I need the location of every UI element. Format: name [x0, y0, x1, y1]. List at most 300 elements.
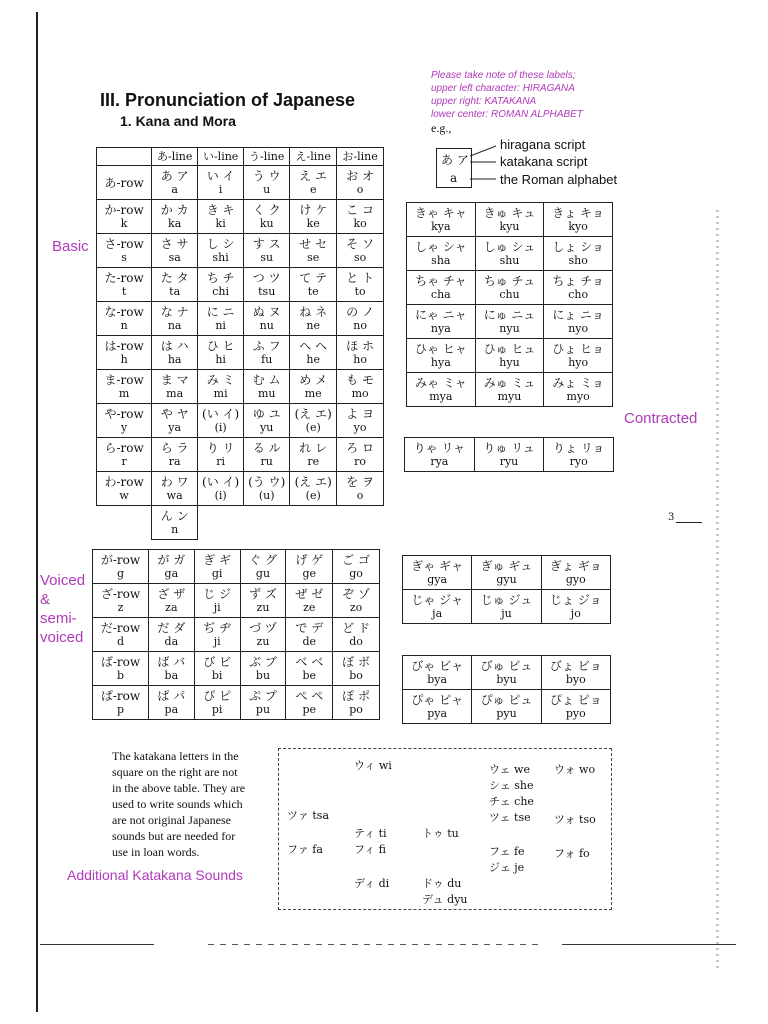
kana-cell-romaji: ji [213, 600, 221, 614]
paragraph-line: square on the right are not [112, 765, 238, 779]
kana-cell-kana: ぺ ペ [295, 688, 324, 703]
kana-cell-kana: ぴゅ ピュ [480, 692, 533, 707]
bottom-rule [40, 944, 154, 945]
kana-cell-kana: け ケ [299, 202, 328, 217]
table-row [405, 438, 614, 472]
table-row [97, 438, 384, 472]
kana-cell-kana: ひゃ ヒャ [414, 341, 467, 356]
kana-cell-kana: ちょ チョ [552, 273, 604, 288]
kana-cell-kana: きゃ キャ [414, 205, 467, 220]
bottom-rule [562, 944, 736, 945]
row-header [93, 686, 149, 720]
kana-cell [240, 584, 286, 618]
kana-cell-kana: ひゅ ヒュ [483, 341, 536, 356]
kana-cell-kana: か カ [160, 202, 189, 217]
kana-cell-kana: ぎょ ギョ [549, 558, 602, 573]
column-header: い-line [198, 148, 244, 166]
kana-cell-romaji: zo [349, 600, 363, 614]
kana-cell-kana: ん ン [160, 508, 189, 523]
label-voiced-line: semi- [40, 610, 77, 627]
row-label: ら-row [104, 440, 144, 455]
row-label: だ-row [100, 620, 141, 635]
kana-cell-romaji: byo [565, 672, 586, 686]
kana-cell-kana: み ミ [206, 372, 235, 387]
kana-cell-romaji: ryu [499, 454, 519, 468]
kana-cell-kana: ぴょ ピョ [549, 692, 602, 707]
kana-cell-kana: りゅ リュ [483, 440, 535, 455]
kana-cell-kana: な ナ [160, 304, 189, 319]
kana-cell-kana: つ ツ [252, 270, 281, 285]
column-header: あ-line [152, 148, 198, 166]
kana-cell-kana: へ ヘ [299, 338, 328, 353]
kana-cell-romaji: i [218, 182, 223, 196]
kana-cell [337, 404, 384, 438]
kana-cell-romaji: (e) [305, 488, 321, 502]
kana-cell [152, 268, 198, 302]
kana-cell-romaji: ba [164, 668, 179, 682]
kana-cell [544, 271, 613, 305]
kana-cell-romaji: go [349, 566, 363, 580]
kana-cell [194, 618, 240, 652]
kana-cell-kana: りゃ リャ [413, 440, 466, 455]
table-row [407, 339, 613, 373]
table-row [97, 370, 384, 404]
kana-cell [403, 690, 472, 724]
kana-cell-romaji: do [349, 634, 363, 648]
row-label: は-row [104, 338, 144, 353]
kana-cell-kana: て テ [299, 270, 328, 285]
kana-cell [198, 302, 244, 336]
kana-cell-romaji: hyo [568, 355, 589, 369]
binding-margin-line [36, 12, 38, 1012]
kana-cell [152, 200, 198, 234]
kana-cell-kana: ぱ パ [157, 688, 186, 703]
kana-cell-kana: わ ワ [160, 474, 189, 489]
table-row [93, 618, 380, 652]
kana-cell [290, 472, 337, 506]
kana-cell-kana: (え エ) [294, 474, 332, 489]
kana-che: チェ che [489, 795, 534, 808]
row-label: ざ-row [100, 586, 141, 601]
kana-cell-romaji: ju [501, 606, 512, 620]
kana-tsa: ツァ tsa [287, 809, 330, 822]
kana-cell-kana: に ニ [206, 304, 235, 319]
contracted-r-table [404, 437, 614, 472]
kana-cell [148, 618, 194, 652]
table-row [403, 590, 611, 624]
basic-kana-table [96, 147, 384, 540]
kana-cell [290, 234, 337, 268]
kana-cell-n [152, 506, 198, 540]
column-header: え-line [290, 148, 337, 166]
kana-cell-romaji: wa [166, 488, 183, 502]
legend-roman: a [450, 171, 458, 185]
kana-cell-romaji: nu [259, 318, 274, 332]
table-row [97, 200, 384, 234]
table-row [97, 302, 384, 336]
kana-cell-kana: ぞ ゾ [342, 586, 370, 601]
kana-cell [240, 618, 286, 652]
kana-cell-romaji: (u) [258, 488, 275, 502]
kana-cell [290, 302, 337, 336]
row-consonant: g [116, 566, 124, 580]
kana-dyu: デュ dyu [422, 893, 468, 906]
kana-cell-kana: げ ゲ [295, 552, 324, 567]
kana-cell-romaji: sa [168, 250, 181, 264]
kana-cell [194, 652, 240, 686]
kana-cell [541, 656, 610, 690]
kana-cell-romaji: cho [568, 287, 589, 301]
row-label: ま-row [104, 372, 144, 387]
kana-cell [240, 550, 286, 584]
kana-cell-kana: ぷ プ [249, 688, 277, 703]
note-line: lower center: ROMAN ALPHABET [431, 109, 583, 120]
row-consonant: b [116, 668, 124, 682]
kana-cell-kana: が ガ [157, 552, 186, 567]
kana-cell-romaji: jo [570, 606, 581, 620]
page-number-rule [676, 522, 702, 523]
kana-cell-romaji: ge [302, 566, 317, 580]
kana-cell-kana: ひ ヒ [206, 338, 235, 353]
kana-cell [152, 166, 198, 200]
legend-label-katakana: katakana script [500, 154, 588, 169]
kana-cell-romaji: pe [302, 702, 317, 716]
kana-cell [333, 618, 380, 652]
paragraph-line: The katakana letters in the [112, 749, 239, 763]
kana-cell [286, 652, 333, 686]
kana-cell-kana: す ス [252, 236, 281, 251]
kana-cell [244, 438, 290, 472]
kana-cell [244, 370, 290, 404]
semivoiced-contracted-table [402, 655, 611, 724]
kana-cell-kana: む ム [252, 372, 281, 387]
kana-cell [148, 584, 194, 618]
kana-cell-kana: も モ [346, 372, 374, 387]
kana-cell-romaji: ma [166, 386, 184, 400]
row-header [93, 550, 149, 584]
kana-cell-romaji: gu [255, 566, 271, 580]
kana-di: ディ di [354, 877, 390, 890]
contracted-kana-table [406, 202, 613, 407]
kana-cell-romaji: bo [349, 668, 363, 682]
kana-cell-kana: (え エ) [294, 406, 332, 421]
kana-cell [403, 556, 472, 590]
row-header [97, 200, 152, 234]
kana-cell-romaji: myu [497, 389, 522, 403]
table-row [97, 472, 384, 506]
kana-cell [194, 686, 240, 720]
kana-cell-romaji: ko [353, 216, 367, 230]
kana-cell [337, 268, 384, 302]
kana-cell-romaji: ja [432, 606, 443, 620]
row-header [97, 302, 152, 336]
kana-cell-kana: (い イ) [202, 406, 240, 421]
kana-cell-romaji: nyo [568, 321, 589, 335]
kana-cell-romaji: sha [431, 253, 451, 267]
note-line: upper right: KATAKANA [431, 96, 537, 107]
kana-cell-kana: め メ [299, 372, 328, 387]
kana-cell-romaji: a [171, 182, 178, 196]
kana-cell-kana: し シ [206, 236, 235, 251]
kana-cell [290, 200, 337, 234]
kana-cell-kana: の ノ [346, 304, 374, 319]
kana-cell [244, 166, 290, 200]
kana-cell-kana: で デ [295, 620, 324, 635]
row-label: わ-row [104, 474, 144, 489]
kana-cell-kana: さ サ [160, 236, 189, 251]
kana-cell-romaji: sho [568, 253, 588, 267]
kana-cell-romaji: kyo [568, 219, 588, 233]
kana-cell [407, 305, 476, 339]
kana-cell-romaji: rya [430, 454, 449, 468]
kana-cell [407, 373, 476, 407]
kana-cell-romaji: da [164, 634, 179, 648]
row-label: ば-row [100, 654, 141, 669]
kana-cell-kana: ひょ ヒョ [552, 341, 605, 356]
bottom-rule [208, 944, 538, 945]
kana-cell-romaji: ni [215, 318, 226, 332]
kana-fo: フォ fo [554, 847, 590, 860]
kana-cell [333, 584, 380, 618]
row-consonant: m [118, 386, 130, 400]
kana-cell-kana: ろ ロ [346, 440, 374, 455]
kana-cell-kana: お オ [346, 168, 374, 183]
kana-cell-kana: ぶ ブ [249, 654, 277, 669]
kana-cell [472, 556, 541, 590]
table-row [403, 556, 611, 590]
kana-cell-romaji: o [356, 182, 364, 196]
kana-cell-romaji: n [171, 522, 179, 536]
kana-cell [198, 370, 244, 404]
kana-cell [403, 590, 472, 624]
kana-cell-kana: ぴゃ ピャ [411, 692, 464, 707]
kana-cell-romaji: ne [306, 318, 321, 332]
kana-cell-kana: じゅ ジュ [480, 592, 533, 607]
kana-cell [290, 166, 337, 200]
kana-cell-romaji: ru [260, 454, 273, 468]
kana-cell-kana: れ レ [299, 440, 328, 455]
kana-cell [198, 268, 244, 302]
paragraph-line: use in loan words. [112, 845, 200, 859]
kana-cell-romaji: he [306, 352, 321, 366]
table-row [407, 203, 613, 237]
table-row [403, 690, 611, 724]
kana-cell [290, 370, 337, 404]
kana-cell [475, 203, 544, 237]
row-label: ぱ-row [100, 688, 141, 703]
kana-cell-romaji: yo [353, 420, 367, 434]
kana-cell-kana: にゃ ニャ [415, 307, 467, 322]
table-row [97, 234, 384, 268]
kana-tu: トゥ tu [422, 827, 459, 840]
kana-cell-romaji: ke [306, 216, 320, 230]
kana-cell [286, 584, 333, 618]
kana-cell-kana: りょ リョ [552, 440, 605, 455]
kana-cell [475, 339, 544, 373]
kana-cell [333, 652, 380, 686]
kana-cell-kana: ま マ [160, 372, 189, 387]
row-header [93, 618, 149, 652]
kana-cell-romaji: re [307, 454, 320, 468]
kana-cell [198, 472, 244, 506]
kana-cell-kana: きょ キョ [552, 205, 605, 220]
kana-cell-romaji: se [307, 250, 320, 264]
kana-cell [337, 234, 384, 268]
kana-cell-romaji: shi [212, 250, 229, 264]
kana-cell [286, 550, 333, 584]
kana-she: シェ she [489, 779, 534, 792]
kana-cell-kana: びゅ ビュ [480, 658, 533, 673]
kana-du: ドゥ du [422, 877, 462, 890]
label-voiced-line: & [40, 591, 51, 608]
voiced-kana-table [92, 549, 380, 720]
row-consonant: h [120, 352, 128, 366]
kana-cell [544, 237, 613, 271]
kana-cell [337, 472, 384, 506]
kana-cell [544, 305, 613, 339]
row-header [97, 166, 152, 200]
kana-tse: ツェ tse [489, 811, 531, 824]
kana-cell [240, 686, 286, 720]
kana-cell-kana: みゅ ミュ [483, 375, 536, 390]
kana-cell [472, 590, 541, 624]
kana-cell-romaji: ri [216, 454, 226, 468]
kana-cell-kana: ぼ ボ [342, 654, 370, 669]
row-consonant: z [117, 600, 124, 614]
legend-label-hiragana: hiragana script [500, 137, 586, 152]
kana-cell-romaji: no [353, 318, 367, 332]
kana-cell-romaji: fu [261, 352, 273, 366]
kana-cell [198, 200, 244, 234]
kana-cell [244, 302, 290, 336]
table-row [97, 506, 384, 540]
table-row [93, 584, 380, 618]
kana-cell-romaji: pyo [565, 706, 586, 720]
kana-cell-romaji: byu [496, 672, 517, 686]
table-row [97, 268, 384, 302]
kana-cell-romaji: zu [256, 600, 270, 614]
kana-cell-kana: ね ネ [299, 304, 328, 319]
kana-cell-romaji: nyu [499, 321, 520, 335]
row-consonant: r [121, 454, 127, 468]
kana-cell [286, 686, 333, 720]
table-row [403, 656, 611, 690]
kana-fa: ファ fa [287, 843, 323, 856]
kana-cell [198, 404, 244, 438]
kana-cell [544, 438, 614, 472]
kana-cell-kana: そ ソ [346, 236, 374, 251]
kana-cell [472, 656, 541, 690]
kana-cell-romaji: (i) [214, 420, 227, 434]
kana-cell [475, 305, 544, 339]
kana-cell-romaji: za [165, 600, 178, 614]
kana-cell [152, 472, 198, 506]
row-header [97, 234, 152, 268]
legend-kana: あ ア [441, 153, 469, 167]
kana-cell-romaji: na [167, 318, 182, 332]
label-voiced-line: voiced [40, 629, 84, 646]
kana-cell [244, 336, 290, 370]
row-label: か-row [104, 202, 144, 217]
kana-fe: フェ fe [489, 845, 525, 858]
kana-cell-kana: づ ヅ [249, 620, 277, 635]
note-line: Please take note of these labels; [431, 70, 576, 81]
kana-cell-romaji: pi [211, 702, 223, 716]
kana-cell-romaji: u [263, 182, 271, 196]
row-header [97, 404, 152, 438]
section-subtitle: 1. Kana and Mora [120, 113, 236, 129]
kana-cell-romaji: ka [168, 216, 182, 230]
kana-cell-kana: よ ヨ [346, 406, 374, 421]
kana-cell [148, 686, 194, 720]
kana-cell [152, 438, 198, 472]
kana-cell [194, 584, 240, 618]
kana-fi: フィ fi [354, 843, 386, 856]
kana-cell-kana: ぎゅ ギュ [480, 558, 533, 573]
kana-cell-kana: ぴ ピ [203, 688, 232, 703]
label-additional-katakana: Additional Katakana Sounds [67, 867, 243, 883]
kana-cell [240, 652, 286, 686]
loanword-explanation [112, 748, 272, 860]
kana-cell-kana: る ル [252, 440, 281, 455]
kana-cell-kana: く ク [252, 202, 281, 217]
row-label: さ-row [104, 236, 144, 251]
kana-cell-kana: しょ ショ [552, 239, 604, 254]
kana-cell-romaji: de [302, 634, 317, 648]
row-header [97, 370, 152, 404]
kana-cell-romaji: to [354, 284, 366, 298]
page-title: III. Pronunciation of Japanese [100, 90, 356, 110]
row-consonant: y [121, 420, 128, 434]
additional-katakana-box [278, 748, 612, 910]
kana-cell-romaji: o [356, 488, 364, 502]
kana-cell [290, 404, 337, 438]
kana-cell-kana: じょ ジョ [550, 592, 602, 607]
kana-cell [244, 472, 290, 506]
kana-cell-kana: ぬ ヌ [252, 304, 281, 319]
kana-cell [475, 373, 544, 407]
row-header [93, 584, 149, 618]
kana-cell-romaji: me [304, 386, 322, 400]
kana-cell [290, 336, 337, 370]
kana-cell-romaji: ha [167, 352, 182, 366]
kana-cell-kana: ど ド [342, 620, 370, 635]
row-consonant: p [116, 702, 124, 716]
kana-cell [337, 166, 384, 200]
kana-cell-kana: ず ズ [249, 586, 277, 601]
kana-cell-kana: あ ア [160, 168, 189, 183]
kana-cell [541, 556, 610, 590]
kana-cell [333, 550, 380, 584]
kana-cell [152, 234, 198, 268]
kana-cell-kana: にゅ ニュ [483, 307, 536, 322]
legend-example-box [436, 148, 472, 188]
kana-cell [244, 268, 290, 302]
kana-cell-romaji: mi [213, 386, 228, 400]
kana-wi: ウィ wi [354, 759, 392, 772]
kana-cell-romaji: gi [211, 566, 223, 580]
kana-cell-romaji: hi [215, 352, 226, 366]
kana-cell-kana: い イ [206, 168, 235, 183]
kana-cell-romaji: pu [255, 702, 271, 716]
kana-cell-romaji: kya [431, 219, 451, 233]
table-row [97, 166, 384, 200]
kana-cell [472, 690, 541, 724]
kana-cell-kana: り リ [206, 440, 235, 455]
kana-cell-romaji: tsu [258, 284, 276, 298]
kana-cell [337, 336, 384, 370]
kana-cell-romaji: zu [256, 634, 270, 648]
